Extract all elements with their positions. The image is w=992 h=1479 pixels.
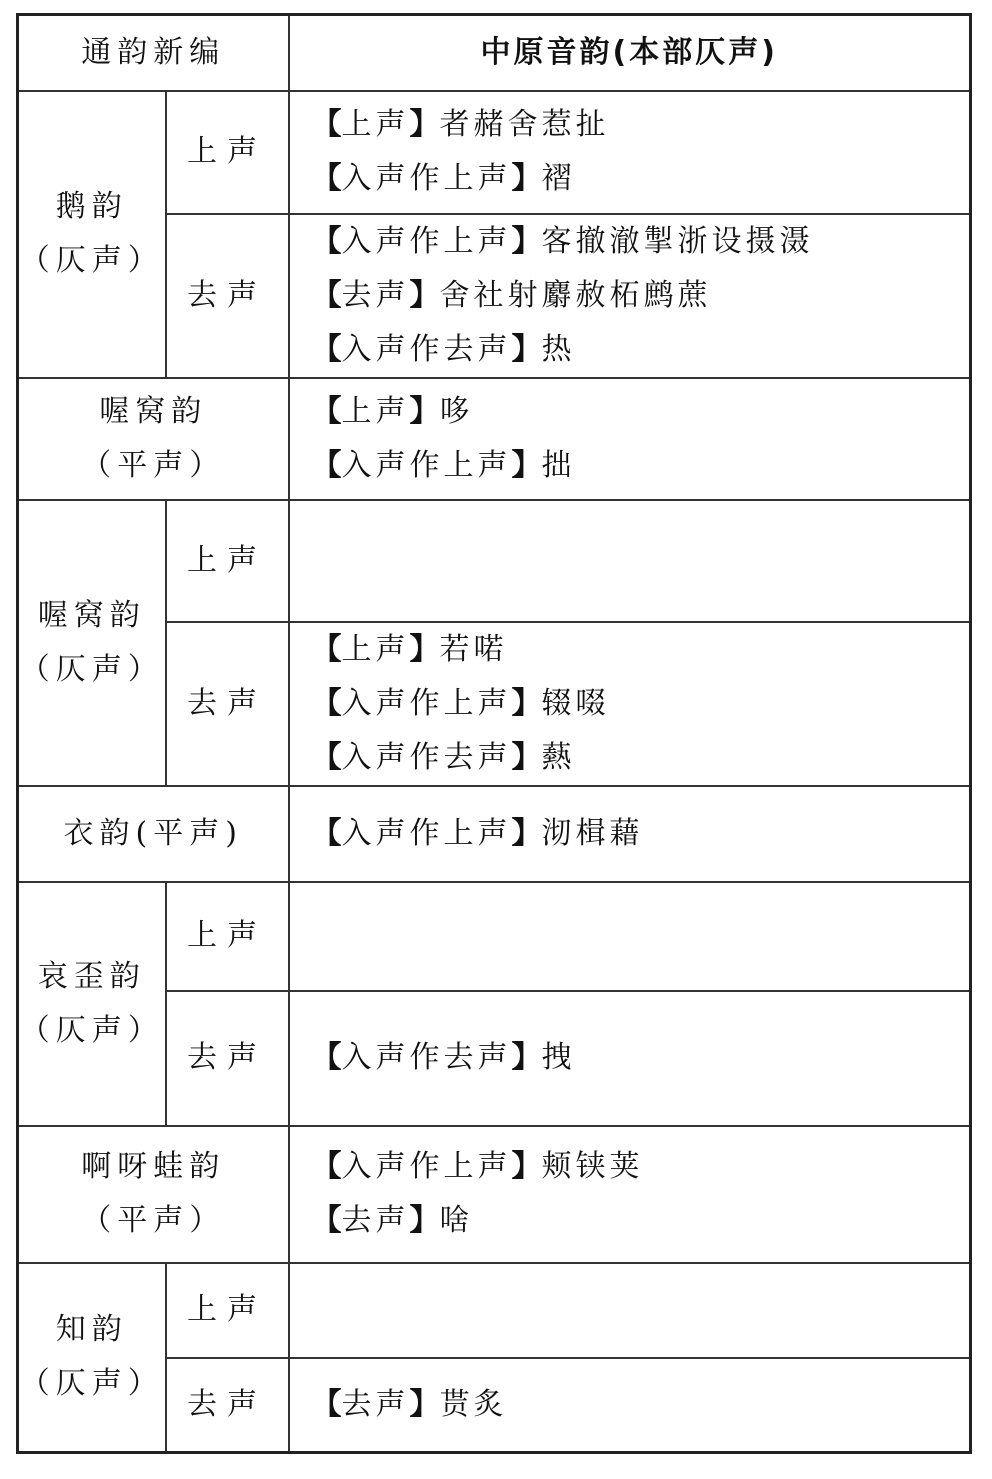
table-row xyxy=(18,1263,971,1358)
rhyme-name-cell xyxy=(18,500,166,786)
entries-cell xyxy=(289,1263,971,1358)
bracket-close: 】 xyxy=(511,815,542,851)
rhyme-name-cell xyxy=(18,378,289,500)
entry-category: 入声作上声 xyxy=(341,1149,512,1184)
bracket-open: 【 xyxy=(311,331,342,367)
header-left: 通韵新编 xyxy=(18,15,289,91)
entry-chars: 辍啜 xyxy=(541,685,610,721)
bracket-open: 【 xyxy=(311,161,342,196)
entry-chars: 客撤澈掣浙设摄滠 xyxy=(541,223,814,259)
bracket-close: 】 xyxy=(409,1386,440,1422)
bracket-close: 】 xyxy=(511,223,542,259)
entry-line xyxy=(312,269,970,323)
rhyme-tone-class: （平声） xyxy=(81,1203,226,1238)
bracket-open: 【 xyxy=(311,1149,342,1184)
entries-cell xyxy=(289,622,971,786)
bracket-open: 【 xyxy=(311,631,342,667)
bracket-open: 【 xyxy=(311,277,342,313)
entries-cell xyxy=(289,786,971,882)
header-row xyxy=(18,15,971,91)
entry-category: 入声作上声 xyxy=(341,223,512,259)
rhyme-name-cell xyxy=(18,1263,166,1453)
tone-cell: 去声 xyxy=(166,1358,289,1453)
entry-line xyxy=(312,1140,970,1194)
entry-line xyxy=(312,215,970,269)
entry-line xyxy=(312,1194,970,1248)
entry-line xyxy=(312,323,970,377)
entry-line xyxy=(312,152,970,206)
rhyme-table xyxy=(16,13,972,1454)
rhyme-tone-class: （仄声） xyxy=(19,243,164,278)
table-row xyxy=(18,882,971,991)
entry-category: 入声作上声 xyxy=(341,685,512,721)
bracket-open: 【 xyxy=(311,685,342,721)
bracket-close: 】 xyxy=(409,277,440,313)
bracket-open: 【 xyxy=(311,447,342,483)
entries-cell xyxy=(289,91,971,214)
bracket-open: 【 xyxy=(311,815,342,851)
bracket-open: 【 xyxy=(311,393,342,429)
entry-category: 入声作上声 xyxy=(341,815,512,851)
table-row xyxy=(18,500,971,622)
tone-cell: 上声 xyxy=(166,882,289,991)
rhyme-name: 喔窝韵 xyxy=(99,393,208,429)
entry-category: 上声 xyxy=(341,107,410,142)
entries-cell xyxy=(289,378,971,500)
rhyme-name-cell xyxy=(18,786,289,882)
bracket-open: 【 xyxy=(311,1040,342,1075)
table-row xyxy=(18,1126,971,1263)
entry-category: 上声 xyxy=(341,631,410,667)
tone-cell: 去声 xyxy=(166,622,289,786)
rhyme-name-cell xyxy=(18,882,166,1126)
table-row xyxy=(18,786,971,882)
tone-cell: 上声 xyxy=(166,500,289,622)
tone-cell: 去声 xyxy=(166,991,289,1126)
entry-category: 入声作去声 xyxy=(341,739,512,775)
rhyme-name: 喔窝韵 xyxy=(37,597,146,633)
rhyme-name: 知韵 xyxy=(55,1312,128,1348)
entry-line xyxy=(312,623,970,677)
tone-cell: 去声 xyxy=(166,214,289,378)
entry-chars: 啥 xyxy=(439,1203,474,1238)
entry-chars: 者赭舍惹扯 xyxy=(439,107,610,142)
entries-cell xyxy=(289,882,971,991)
rhyme-name-cell xyxy=(18,91,166,378)
bracket-open: 【 xyxy=(311,107,342,142)
entry-chars: 拙 xyxy=(541,447,576,483)
bracket-close: 】 xyxy=(409,1203,440,1238)
entry-category: 去声 xyxy=(341,277,410,313)
entry-chars: 哆 xyxy=(439,393,474,429)
rhyme-tone-class: （仄声） xyxy=(19,1366,164,1402)
bracket-open: 【 xyxy=(311,739,342,775)
entries-cell xyxy=(289,500,971,622)
bracket-close: 】 xyxy=(511,1149,542,1184)
entry-category: 去声 xyxy=(341,1203,410,1238)
rhyme-tone-class: （仄声） xyxy=(19,1012,164,1048)
entries-cell xyxy=(289,991,971,1126)
entry-category: 去声 xyxy=(341,1386,410,1422)
bracket-close: 】 xyxy=(409,107,440,142)
rhyme-name: 鹅韵 xyxy=(55,189,128,224)
entry-line xyxy=(312,677,970,731)
table-row xyxy=(18,378,971,500)
bracket-close: 】 xyxy=(511,1040,542,1075)
entry-category: 入声作去声 xyxy=(341,331,512,367)
entries-cell xyxy=(289,214,971,378)
entries-cell xyxy=(289,1358,971,1453)
rhyme-name-cell xyxy=(18,1126,289,1263)
bracket-close: 】 xyxy=(511,685,542,721)
entry-category: 上声 xyxy=(341,393,410,429)
bracket-close: 】 xyxy=(409,631,440,667)
rhyme-name: 哀歪韵 xyxy=(37,958,146,994)
bracket-close: 】 xyxy=(511,331,542,367)
bracket-close: 】 xyxy=(409,393,440,429)
bracket-close: 】 xyxy=(511,739,542,775)
rhyme-tone-class: （平声） xyxy=(81,447,226,483)
entry-chars: 热 xyxy=(541,331,576,367)
entry-category: 入声作上声 xyxy=(341,447,512,483)
entry-chars: 舍社射麝赦柘鹧蔗 xyxy=(439,277,712,313)
table-row xyxy=(18,91,971,214)
entries-cell xyxy=(289,1126,971,1263)
entry-line xyxy=(312,439,970,493)
bracket-close: 】 xyxy=(511,161,542,196)
entry-line xyxy=(312,1031,970,1085)
entry-chars: 沏楫藉 xyxy=(541,815,644,851)
rhyme-tone-class: （仄声） xyxy=(19,651,164,687)
tone-cell: 上声 xyxy=(166,91,289,214)
bracket-open: 【 xyxy=(311,1203,342,1238)
entry-line xyxy=(312,385,970,439)
entry-line xyxy=(312,807,970,861)
entry-chars: 爇 xyxy=(541,739,576,775)
header-right: 中原音韵(本部仄声) xyxy=(289,15,971,91)
entry-chars: 颊铗荚 xyxy=(541,1149,644,1184)
entry-line xyxy=(312,1378,970,1432)
entry-chars: 褶 xyxy=(541,161,576,196)
entry-chars: 若喏 xyxy=(439,631,508,667)
bracket-open: 【 xyxy=(311,1386,342,1422)
entry-category: 入声作上声 xyxy=(341,161,512,196)
rhyme-name: 衣韵(平声) xyxy=(63,815,243,851)
rhyme-table-body xyxy=(18,15,971,1453)
entry-chars: 拽 xyxy=(541,1040,576,1075)
bracket-close: 】 xyxy=(511,447,542,483)
entry-chars: 贳炙 xyxy=(439,1386,508,1422)
tone-cell: 上声 xyxy=(166,1263,289,1358)
rhyme-name: 啊呀蛙韵 xyxy=(81,1149,226,1184)
entry-line xyxy=(312,98,970,152)
entry-line xyxy=(312,731,970,785)
bracket-open: 【 xyxy=(311,223,342,259)
entry-category: 入声作去声 xyxy=(341,1040,512,1075)
